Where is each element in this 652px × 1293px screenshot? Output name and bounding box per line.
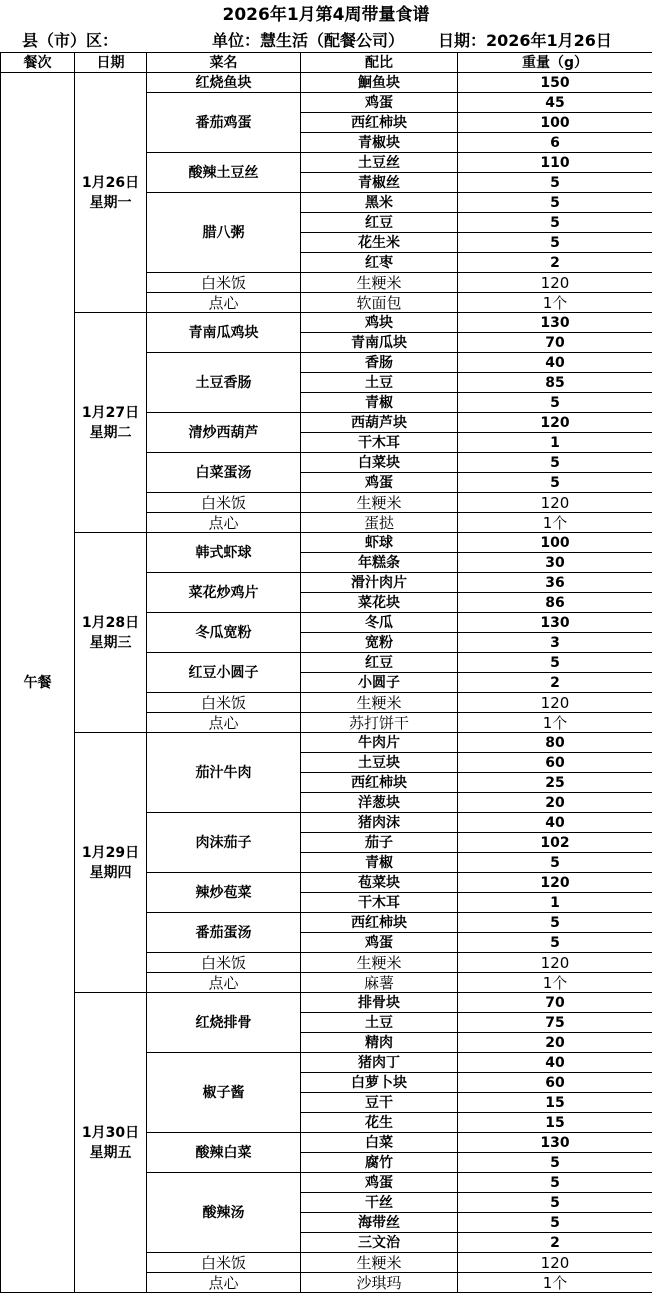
ingredient-cell: 猪肉沫 bbox=[301, 813, 458, 833]
ingredient-cell: 生粳米 bbox=[301, 693, 458, 713]
ingredient-cell: 虾球 bbox=[301, 533, 458, 553]
ingredient-cell: 洋葱块 bbox=[301, 793, 458, 813]
table-row bbox=[1, 313, 652, 333]
ingredient-cell: 鸡蛋 bbox=[301, 933, 458, 953]
header-dish: 菜名 bbox=[147, 53, 301, 73]
weight-cell: 30 bbox=[458, 553, 652, 573]
date-cell bbox=[75, 73, 147, 313]
weight-cell: 5 bbox=[458, 213, 652, 233]
date-text: 1月29日 bbox=[81, 844, 140, 861]
weight-cell: 100 bbox=[458, 113, 652, 133]
dish-name-cell: 白米饭 bbox=[147, 1253, 301, 1273]
weight-cell: 120 bbox=[458, 493, 652, 513]
ingredient-cell: 红枣 bbox=[301, 253, 458, 273]
dish-name-cell: 红烧鱼块 bbox=[147, 73, 301, 93]
ingredient-cell: 苞菜块 bbox=[301, 873, 458, 893]
dish-name-cell: 辣炒苞菜 bbox=[147, 873, 301, 913]
weight-cell: 5 bbox=[458, 453, 652, 473]
ingredient-cell: 沙琪玛 bbox=[301, 1273, 458, 1293]
unit-label: 单位：慧生活（配餐公司） bbox=[212, 31, 405, 50]
weight-cell: 1 bbox=[458, 893, 652, 913]
ingredient-cell: 鮰鱼块 bbox=[301, 73, 458, 93]
dish-name-cell: 菜花炒鸡片 bbox=[147, 573, 301, 613]
ingredient-cell: 土豆 bbox=[301, 1013, 458, 1033]
dish-name-cell: 白菜蛋汤 bbox=[147, 453, 301, 493]
dish-name-cell: 红烧排骨 bbox=[147, 993, 301, 1053]
weight-cell: 120 bbox=[458, 873, 652, 893]
dish-name-cell: 点心 bbox=[147, 713, 301, 733]
ingredient-cell: 干木耳 bbox=[301, 433, 458, 453]
ingredient-cell: 鸡蛋 bbox=[301, 93, 458, 113]
weight-cell: 5 bbox=[458, 1153, 652, 1173]
weight-cell: 40 bbox=[458, 1053, 652, 1073]
weight-cell: 36 bbox=[458, 573, 652, 593]
weight-cell: 25 bbox=[458, 773, 652, 793]
ingredient-cell: 白菜块 bbox=[301, 453, 458, 473]
weight-cell: 60 bbox=[458, 753, 652, 773]
ingredient-cell: 土豆 bbox=[301, 373, 458, 393]
weight-cell: 1个 bbox=[458, 713, 652, 733]
weight-cell: 120 bbox=[458, 1253, 652, 1273]
ingredient-cell: 生粳米 bbox=[301, 1253, 458, 1273]
dish-name-cell: 酸辣汤 bbox=[147, 1173, 301, 1253]
dish-name-cell: 清炒西葫芦 bbox=[147, 413, 301, 453]
county-label: 县（市）区： bbox=[22, 31, 119, 50]
ingredient-cell: 猪肉丁 bbox=[301, 1053, 458, 1073]
ingredient-cell: 花生 bbox=[301, 1113, 458, 1133]
table-row bbox=[1, 73, 652, 93]
weight-cell: 130 bbox=[458, 313, 652, 333]
meal-cell: 午餐 bbox=[1, 73, 75, 1293]
ingredient-cell: 青椒丝 bbox=[301, 173, 458, 193]
weight-cell: 5 bbox=[458, 1193, 652, 1213]
dish-name-cell: 白米饭 bbox=[147, 273, 301, 293]
ingredient-cell: 青南瓜块 bbox=[301, 333, 458, 353]
ingredient-cell: 青椒 bbox=[301, 853, 458, 873]
ingredient-cell: 土豆块 bbox=[301, 753, 458, 773]
weight-cell: 70 bbox=[458, 333, 652, 353]
weekday-text: 星期二 bbox=[89, 424, 132, 441]
ingredient-cell: 茄子 bbox=[301, 833, 458, 853]
ingredient-cell: 苏打饼干 bbox=[301, 713, 458, 733]
ingredient-cell: 西红柿块 bbox=[301, 913, 458, 933]
weight-cell: 1个 bbox=[458, 973, 652, 993]
ingredient-cell: 排骨块 bbox=[301, 993, 458, 1013]
weight-cell: 150 bbox=[458, 73, 652, 93]
dish-name-cell: 茄汁牛肉 bbox=[147, 733, 301, 813]
date-cell bbox=[75, 313, 147, 533]
weight-cell: 5 bbox=[458, 933, 652, 953]
weight-cell: 2 bbox=[458, 253, 652, 273]
dish-name-cell: 点心 bbox=[147, 1273, 301, 1293]
ingredient-cell: 西红柿块 bbox=[301, 113, 458, 133]
ingredient-cell: 豆干 bbox=[301, 1093, 458, 1113]
dish-name-cell: 番茄鸡蛋 bbox=[147, 93, 301, 153]
ingredient-cell: 干木耳 bbox=[301, 893, 458, 913]
dish-name-cell: 点心 bbox=[147, 513, 301, 533]
weight-cell: 5 bbox=[458, 173, 652, 193]
dish-name-cell: 白米饭 bbox=[147, 493, 301, 513]
weight-cell: 5 bbox=[458, 913, 652, 933]
menu-table bbox=[0, 52, 652, 1293]
ingredient-cell: 白菜 bbox=[301, 1133, 458, 1153]
weight-cell: 40 bbox=[458, 813, 652, 833]
dish-name-cell: 点心 bbox=[147, 293, 301, 313]
ingredient-cell: 生粳米 bbox=[301, 493, 458, 513]
weight-cell: 80 bbox=[458, 733, 652, 753]
weight-cell: 102 bbox=[458, 833, 652, 853]
weight-cell: 6 bbox=[458, 133, 652, 153]
weight-cell: 120 bbox=[458, 953, 652, 973]
weight-cell: 85 bbox=[458, 373, 652, 393]
ingredient-cell: 土豆丝 bbox=[301, 153, 458, 173]
weight-cell: 120 bbox=[458, 273, 652, 293]
weekday-text: 星期四 bbox=[89, 864, 132, 881]
weight-cell: 3 bbox=[458, 633, 652, 653]
dish-name-cell: 腊八粥 bbox=[147, 193, 301, 273]
weight-cell: 5 bbox=[458, 193, 652, 213]
dish-name-cell: 白米饭 bbox=[147, 693, 301, 713]
date-cell bbox=[75, 733, 147, 993]
ingredient-cell: 西葫芦块 bbox=[301, 413, 458, 433]
dish-name-cell: 土豆香肠 bbox=[147, 353, 301, 413]
ingredient-cell: 青椒块 bbox=[301, 133, 458, 153]
weight-cell: 1个 bbox=[458, 513, 652, 533]
ingredient-cell: 鸡块 bbox=[301, 313, 458, 333]
weekday-text: 星期三 bbox=[89, 634, 132, 651]
weight-cell: 15 bbox=[458, 1093, 652, 1113]
dish-name-cell: 番茄蛋汤 bbox=[147, 913, 301, 953]
ingredient-cell: 软面包 bbox=[301, 293, 458, 313]
weight-cell: 2 bbox=[458, 1233, 652, 1253]
dish-name-cell: 椒子酱 bbox=[147, 1053, 301, 1133]
header-ingredients: 配比 bbox=[301, 53, 458, 73]
table-row bbox=[1, 533, 652, 553]
weight-cell: 40 bbox=[458, 353, 652, 373]
weight-cell: 45 bbox=[458, 93, 652, 113]
header-weight: 重量（g） bbox=[458, 53, 652, 73]
weight-cell: 1个 bbox=[458, 1273, 652, 1293]
dish-name-cell: 韩式虾球 bbox=[147, 533, 301, 573]
date-text: 1月30日 bbox=[81, 1124, 140, 1141]
table-row bbox=[1, 733, 652, 753]
dish-name-cell: 红豆小圆子 bbox=[147, 653, 301, 693]
weight-cell: 5 bbox=[458, 393, 652, 413]
dish-name-cell: 点心 bbox=[147, 973, 301, 993]
ingredient-cell: 干丝 bbox=[301, 1193, 458, 1213]
ingredient-cell: 红豆 bbox=[301, 653, 458, 673]
ingredient-cell: 海带丝 bbox=[301, 1213, 458, 1233]
weight-cell: 5 bbox=[458, 853, 652, 873]
header-meal: 餐次 bbox=[1, 53, 75, 73]
weight-cell: 86 bbox=[458, 593, 652, 613]
table-header-row bbox=[1, 53, 652, 73]
weight-cell: 75 bbox=[458, 1013, 652, 1033]
weight-cell: 15 bbox=[458, 1113, 652, 1133]
ingredient-cell: 鸡蛋 bbox=[301, 473, 458, 493]
weekday-text: 星期一 bbox=[89, 194, 132, 211]
weekday-text: 星期五 bbox=[89, 1144, 132, 1161]
ingredient-cell: 香肠 bbox=[301, 353, 458, 373]
ingredient-cell: 青椒 bbox=[301, 393, 458, 413]
ingredient-cell: 鸡蛋 bbox=[301, 1173, 458, 1193]
weight-cell: 20 bbox=[458, 793, 652, 813]
ingredient-cell: 宽粉 bbox=[301, 633, 458, 653]
weight-cell: 60 bbox=[458, 1073, 652, 1093]
date-label: 日期：2026年1月26日 bbox=[438, 31, 612, 50]
page-title: 2026年1月第4周带量食谱 bbox=[222, 5, 430, 25]
dish-name-cell: 白米饭 bbox=[147, 953, 301, 973]
weight-cell: 5 bbox=[458, 233, 652, 253]
date-text: 1月26日 bbox=[81, 174, 140, 191]
ingredient-cell: 年糕条 bbox=[301, 553, 458, 573]
ingredient-cell: 红豆 bbox=[301, 213, 458, 233]
ingredient-cell: 牛肉片 bbox=[301, 733, 458, 753]
date-text: 1月27日 bbox=[81, 404, 140, 421]
ingredient-cell: 花生米 bbox=[301, 233, 458, 253]
dish-name-cell: 酸辣土豆丝 bbox=[147, 153, 301, 193]
ingredient-cell: 西红柿块 bbox=[301, 773, 458, 793]
ingredient-cell: 菜花块 bbox=[301, 593, 458, 613]
weight-cell: 130 bbox=[458, 613, 652, 633]
ingredient-cell: 精肉 bbox=[301, 1033, 458, 1053]
header-date: 日期 bbox=[75, 53, 147, 73]
ingredient-cell: 黑米 bbox=[301, 193, 458, 213]
weight-cell: 130 bbox=[458, 1133, 652, 1153]
weight-cell: 70 bbox=[458, 993, 652, 1013]
weight-cell: 5 bbox=[458, 473, 652, 493]
weight-cell: 2 bbox=[458, 673, 652, 693]
dish-name-cell: 酸辣白菜 bbox=[147, 1133, 301, 1173]
weight-cell: 1个 bbox=[458, 293, 652, 313]
date-text: 1月28日 bbox=[81, 614, 140, 631]
ingredient-cell: 生粳米 bbox=[301, 953, 458, 973]
subtitle-row bbox=[0, 30, 652, 51]
dish-name-cell: 肉沫茄子 bbox=[147, 813, 301, 873]
weight-cell: 5 bbox=[458, 1213, 652, 1233]
date-cell bbox=[75, 533, 147, 733]
ingredient-cell: 麻薯 bbox=[301, 973, 458, 993]
weight-cell: 110 bbox=[458, 153, 652, 173]
weight-cell: 100 bbox=[458, 533, 652, 553]
ingredient-cell: 滑汁肉片 bbox=[301, 573, 458, 593]
menu-table-body bbox=[1, 53, 652, 1293]
ingredient-cell: 蛋挞 bbox=[301, 513, 458, 533]
dish-name-cell: 冬瓜宽粉 bbox=[147, 613, 301, 653]
date-cell bbox=[75, 993, 147, 1293]
ingredient-cell: 腐竹 bbox=[301, 1153, 458, 1173]
weight-cell: 5 bbox=[458, 653, 652, 673]
weight-cell: 20 bbox=[458, 1033, 652, 1053]
table-row bbox=[1, 993, 652, 1013]
dish-name-cell: 青南瓜鸡块 bbox=[147, 313, 301, 353]
ingredient-cell: 三文治 bbox=[301, 1233, 458, 1253]
weight-cell: 1 bbox=[458, 433, 652, 453]
ingredient-cell: 生粳米 bbox=[301, 273, 458, 293]
weight-cell: 5 bbox=[458, 1173, 652, 1193]
weight-cell: 120 bbox=[458, 413, 652, 433]
ingredient-cell: 白萝卜块 bbox=[301, 1073, 458, 1093]
ingredient-cell: 冬瓜 bbox=[301, 613, 458, 633]
ingredient-cell: 小圆子 bbox=[301, 673, 458, 693]
weight-cell: 120 bbox=[458, 693, 652, 713]
